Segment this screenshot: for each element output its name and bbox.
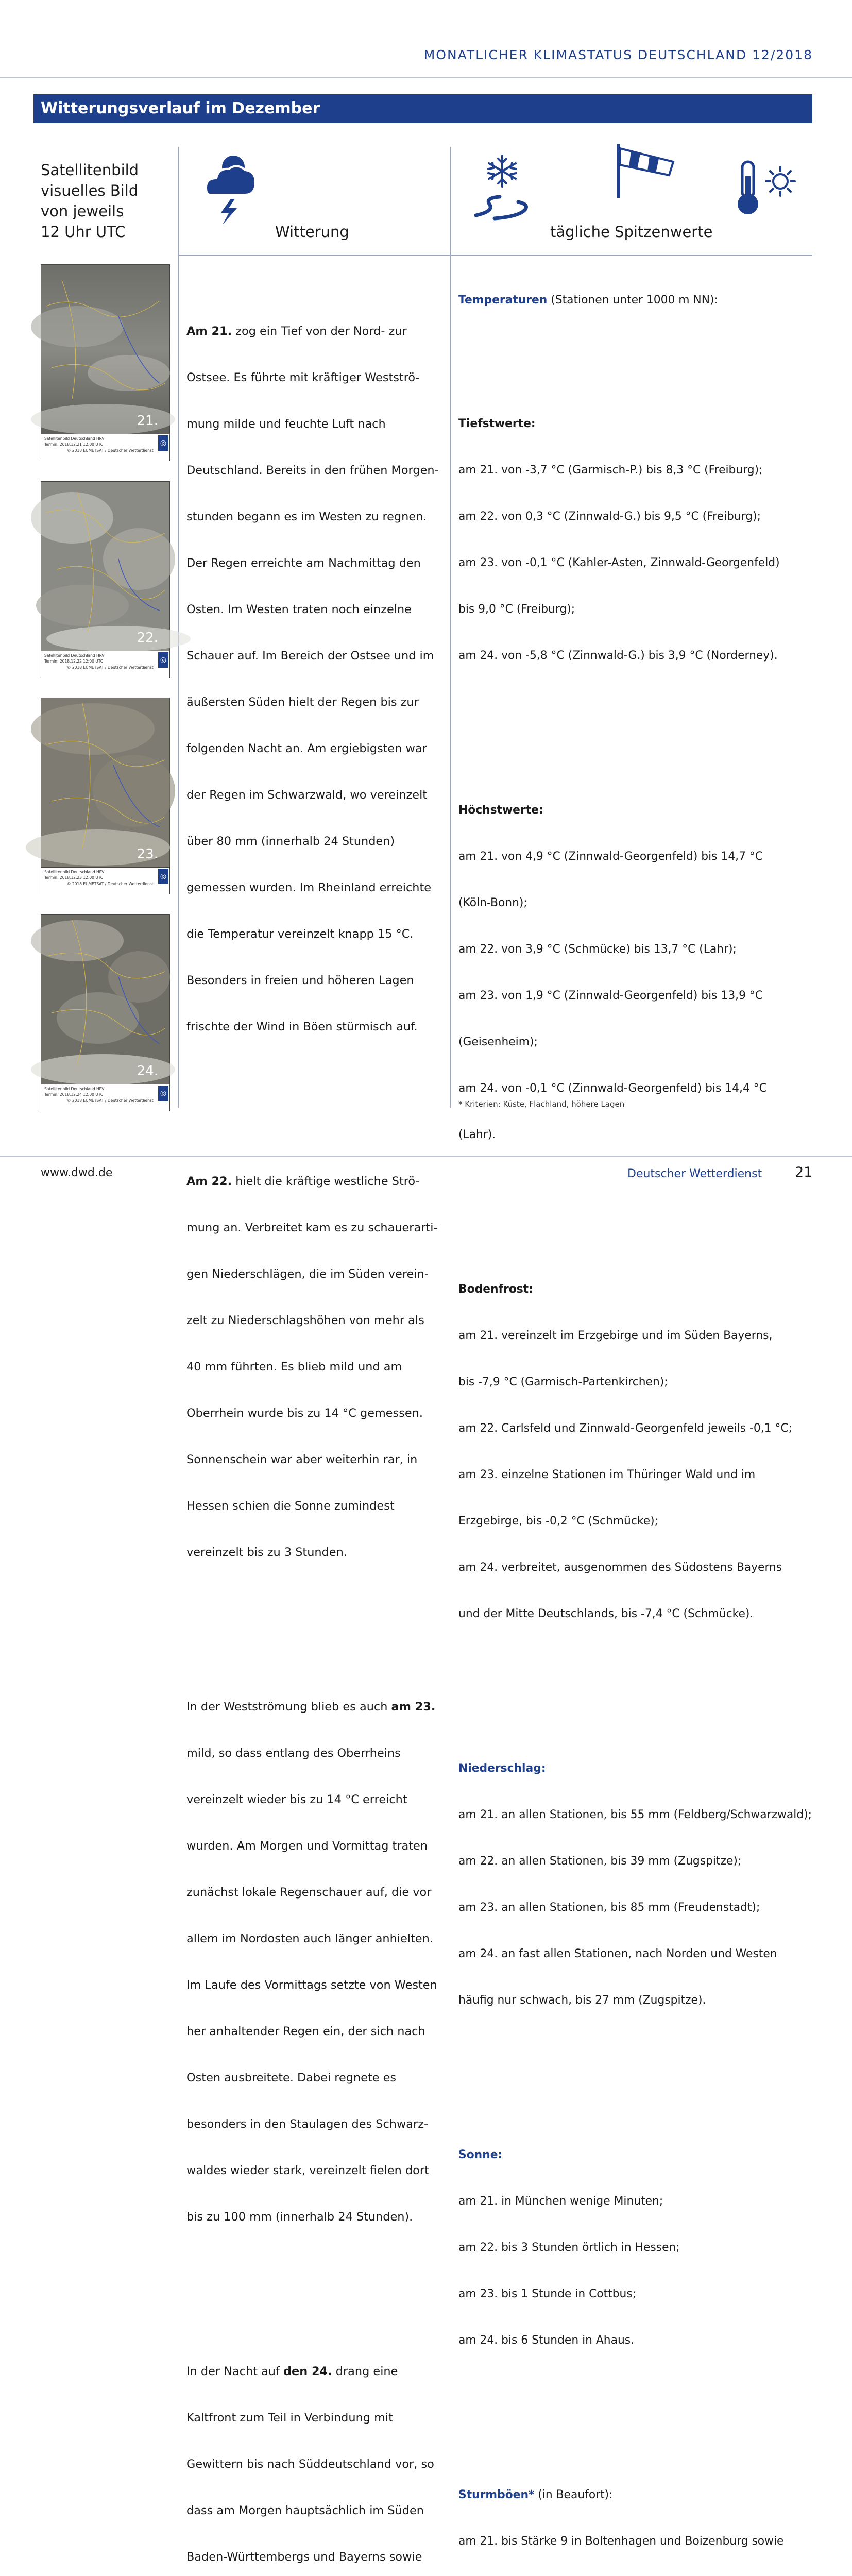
footer-org: Deutscher Wetterdienst (627, 1167, 762, 1180)
precipitation: Niederschlag: am 21. an allen Stationen, bis 55 mm (Feldberg/Schwarzwald); am 22. an allen Stationen, bis 39 mm (Zugspitze); am 23. an allen Stationen, bis 85 mm (Freudenstadt); am 24. an fast allen Stationen, nach Norden und Westen häufig nur schwach, bis 27 mm (Zugspitze). (458, 1762, 812, 2007)
footer-url[interactable]: www.dwd.de (41, 1166, 113, 1179)
satellite-day-label: 24. (137, 1063, 158, 1079)
heading-rule (178, 255, 812, 256)
weather-narrative (186, 262, 439, 2576)
max-values: Höchstwerte: am 21. von 4,9 °C (Zinnwald-Georgenfeld) bis 14,7 °C (Köln-Bonn); am 22. von 3,9 °C (Schmücke) bis 13,7 °C (Lahr); am 23. von 1,9 °C (Zinnwald-Georgenfeld) bis 13,9 °C (Geisenheim); am 24. von -0,1 °C (Zinnwald-Georgenfeld) bis 14,4 °C (Lahr). (458, 804, 767, 1141)
thermometer-sun-icon (734, 161, 801, 219)
weather-paragraph-22: Am 22. hielt die kräftige westliche Strö- mung an. Verbreitet kam es zu schauerarti- gen Niederschlägen, die im Süden verein- zelt zu Niederschlagshöhen von mehr als 40 mm führten. Es blieb mild und am Oberrhein wurde bis zu 14 °C gemessen. Sonnenschein war aber weiterhin rar, in Hessen schien die Sonne zumindest vereinzelt bis zu 3 Stunden. (186, 1175, 438, 1559)
min-values: Tiefstwerte: am 21. von -3,7 °C (Garmisch-P.) bis 8,3 °C (Freiburg); am 22. von 0,3 °C (Zinnwald-G.) bis 9,5 °C (Freiburg); am 23. von -0,1 °C (Kahler-Asten, Zinnwald-Georgenfeld) bis 9,0 °C (Freiburg); am 24. von -5,8 °C (Zinnwald-G.) bis 3,9 °C (Norderney). (458, 417, 780, 662)
storm-gusts: Sturmböen* (in Beaufort): am 21. bis Stärke 9 in Boltenhagen und Boizenburg sowie (458, 2488, 784, 2548)
satellite-day-label: 23. (137, 846, 158, 862)
satellite-caption: Satellitenbild Deutschland HRV Termin: 2018.12.23 12:00 UTC © 2018 EUMETSAT / Deutscher Wetterdienst ◎ (41, 867, 169, 894)
footnote: * Kriterien: Küste, Flachland, höhere Lagen (458, 1099, 625, 1109)
column-divider-right (450, 147, 451, 1108)
weather-paragraph-21: Am 21. zog ein Tief von der Nord- zur Ostsee. Es führte mit kräftiger Westströ- mung milde und feuchte Luft nach Deutschland. Bereits in den frühen Morgen- stunden begann es im Westen zu regnen. Der Regen erreichte am Nachmittag den Osten. Im Westen traten noch einzelne Schauer auf. Im Bereich der Ostsee und im äußersten Süden hielt der Regen bis zur folgenden Nacht an. Am ergiebigsten war der Regen im Schwarzwald, wo vereinzelt über 80 mm (innerhalb 24 Stunden) gemessen wurden. Im Rheinland erreichte die Temperatur vereinzelt knapp 15 °C. Besonders in freien und höheren Lagen frischte der Wind in Böen stürmisch auf. (186, 325, 439, 1033)
temperatures-intro: Temperaturen (Stationen unter 1000 m NN): (458, 294, 718, 307)
dwd-logo-icon: ◎ (158, 652, 168, 668)
satellite-heading: Satellitenbild visuelles Bild von jeweils 12 Uhr UTC (41, 161, 139, 241)
section-title: Witterungsverlauf im Dezember (33, 94, 812, 123)
satellite-caption: Satellitenbild Deutschland HRV Termin: 2018.12.22 12:00 UTC © 2018 EUMETSAT / Deutscher Wetterdienst ◎ (41, 651, 169, 678)
page-number: 21 (795, 1164, 813, 1180)
footer-rule (0, 1156, 852, 1157)
satellite-image-23 (41, 698, 170, 894)
ground-frost: Bodenfrost: am 21. vereinzelt im Erzgebirge und im Süden Bayerns, bis -7,9 °C (Garmisch-Partenkirchen); am 22. Carlsfeld und Zinnwald-Georgenfeld jeweils -0,1 °C; am 23. einzelne Stationen im Thüringer Wald und im Erzgebirge, bis -0,2 °C (Schmücke); am 24. verbreitet, ausgenommen des Südostens Bayerns und der Mitte Deutschlands, bis -7,4 °C (Schmücke). (458, 1283, 792, 1620)
snowflake-icon (474, 155, 531, 224)
header-rule (0, 77, 852, 78)
ice-road-icon (476, 197, 526, 218)
satellite-caption: Satellitenbild Deutschland HRV Termin: 2018.12.21 12:00 UTC © 2018 EUMETSAT / Deutscher Wetterdienst ◎ (41, 434, 169, 461)
weather-heading: Witterung (275, 223, 349, 241)
peak-values-heading: tägliche Spitzenwerte (550, 223, 713, 241)
windsock-icon (616, 143, 677, 202)
satellite-day-label: 22. (137, 630, 158, 646)
weather-paragraph-24: In der Nacht auf den 24. drang eine Kaltfront zum Teil in Verbindung mit Gewittern bis nach Süddeutschland vor, so dass am Morgen hauptsächlich im Süden Baden-Württembergs und Bayerns sowie (186, 2365, 434, 2564)
cloud-lightning-icon (205, 152, 257, 227)
column-divider-left (178, 147, 179, 1108)
dwd-logo-icon: ◎ (158, 869, 168, 884)
satellite-day-label: 21. (137, 413, 158, 429)
sunshine: Sonne: am 21. in München wenige Minuten; am 22. bis 3 Stunden örtlich in Hessen; am 23. bis 1 Stunde in Cottbus; am 24. bis 6 Stunden in Ahaus. (458, 2148, 680, 2347)
satellite-image-24 (41, 914, 170, 1111)
publication-title: MONATLICHER KLIMASTATUS DEUTSCHLAND 12/2018 (423, 47, 813, 62)
satellite-image-22 (41, 481, 170, 678)
satellite-image-21 (41, 264, 170, 461)
peak-values (458, 262, 812, 2576)
satellite-caption: Satellitenbild Deutschland HRV Termin: 2018.12.24 12:00 UTC © 2018 EUMETSAT / Deutscher Wetterdienst ◎ (41, 1084, 169, 1111)
dwd-logo-icon: ◎ (158, 435, 168, 451)
weather-paragraph-23: In der Westströmung blieb es auch am 23. mild, so dass entlang des Oberrheins vereinzelt wieder bis zu 14 °C erreicht wurden. Am Morgen und Vormittag traten zunächst lokale Regenschauer auf, die vor allem im Nordosten auch länger anhielten. Im Laufe des Vormittags setzte von Westen her anhaltender Regen ein, der sich nach Osten ausbreitete. Dabei regnete es besonders in den Staulagen des Schwarz- waldes wieder stark, vereinzelt fielen dort bis zu 100 mm (innerhalb 24 Stunden). (186, 1700, 437, 2224)
dwd-logo-icon: ◎ (158, 1086, 168, 1101)
